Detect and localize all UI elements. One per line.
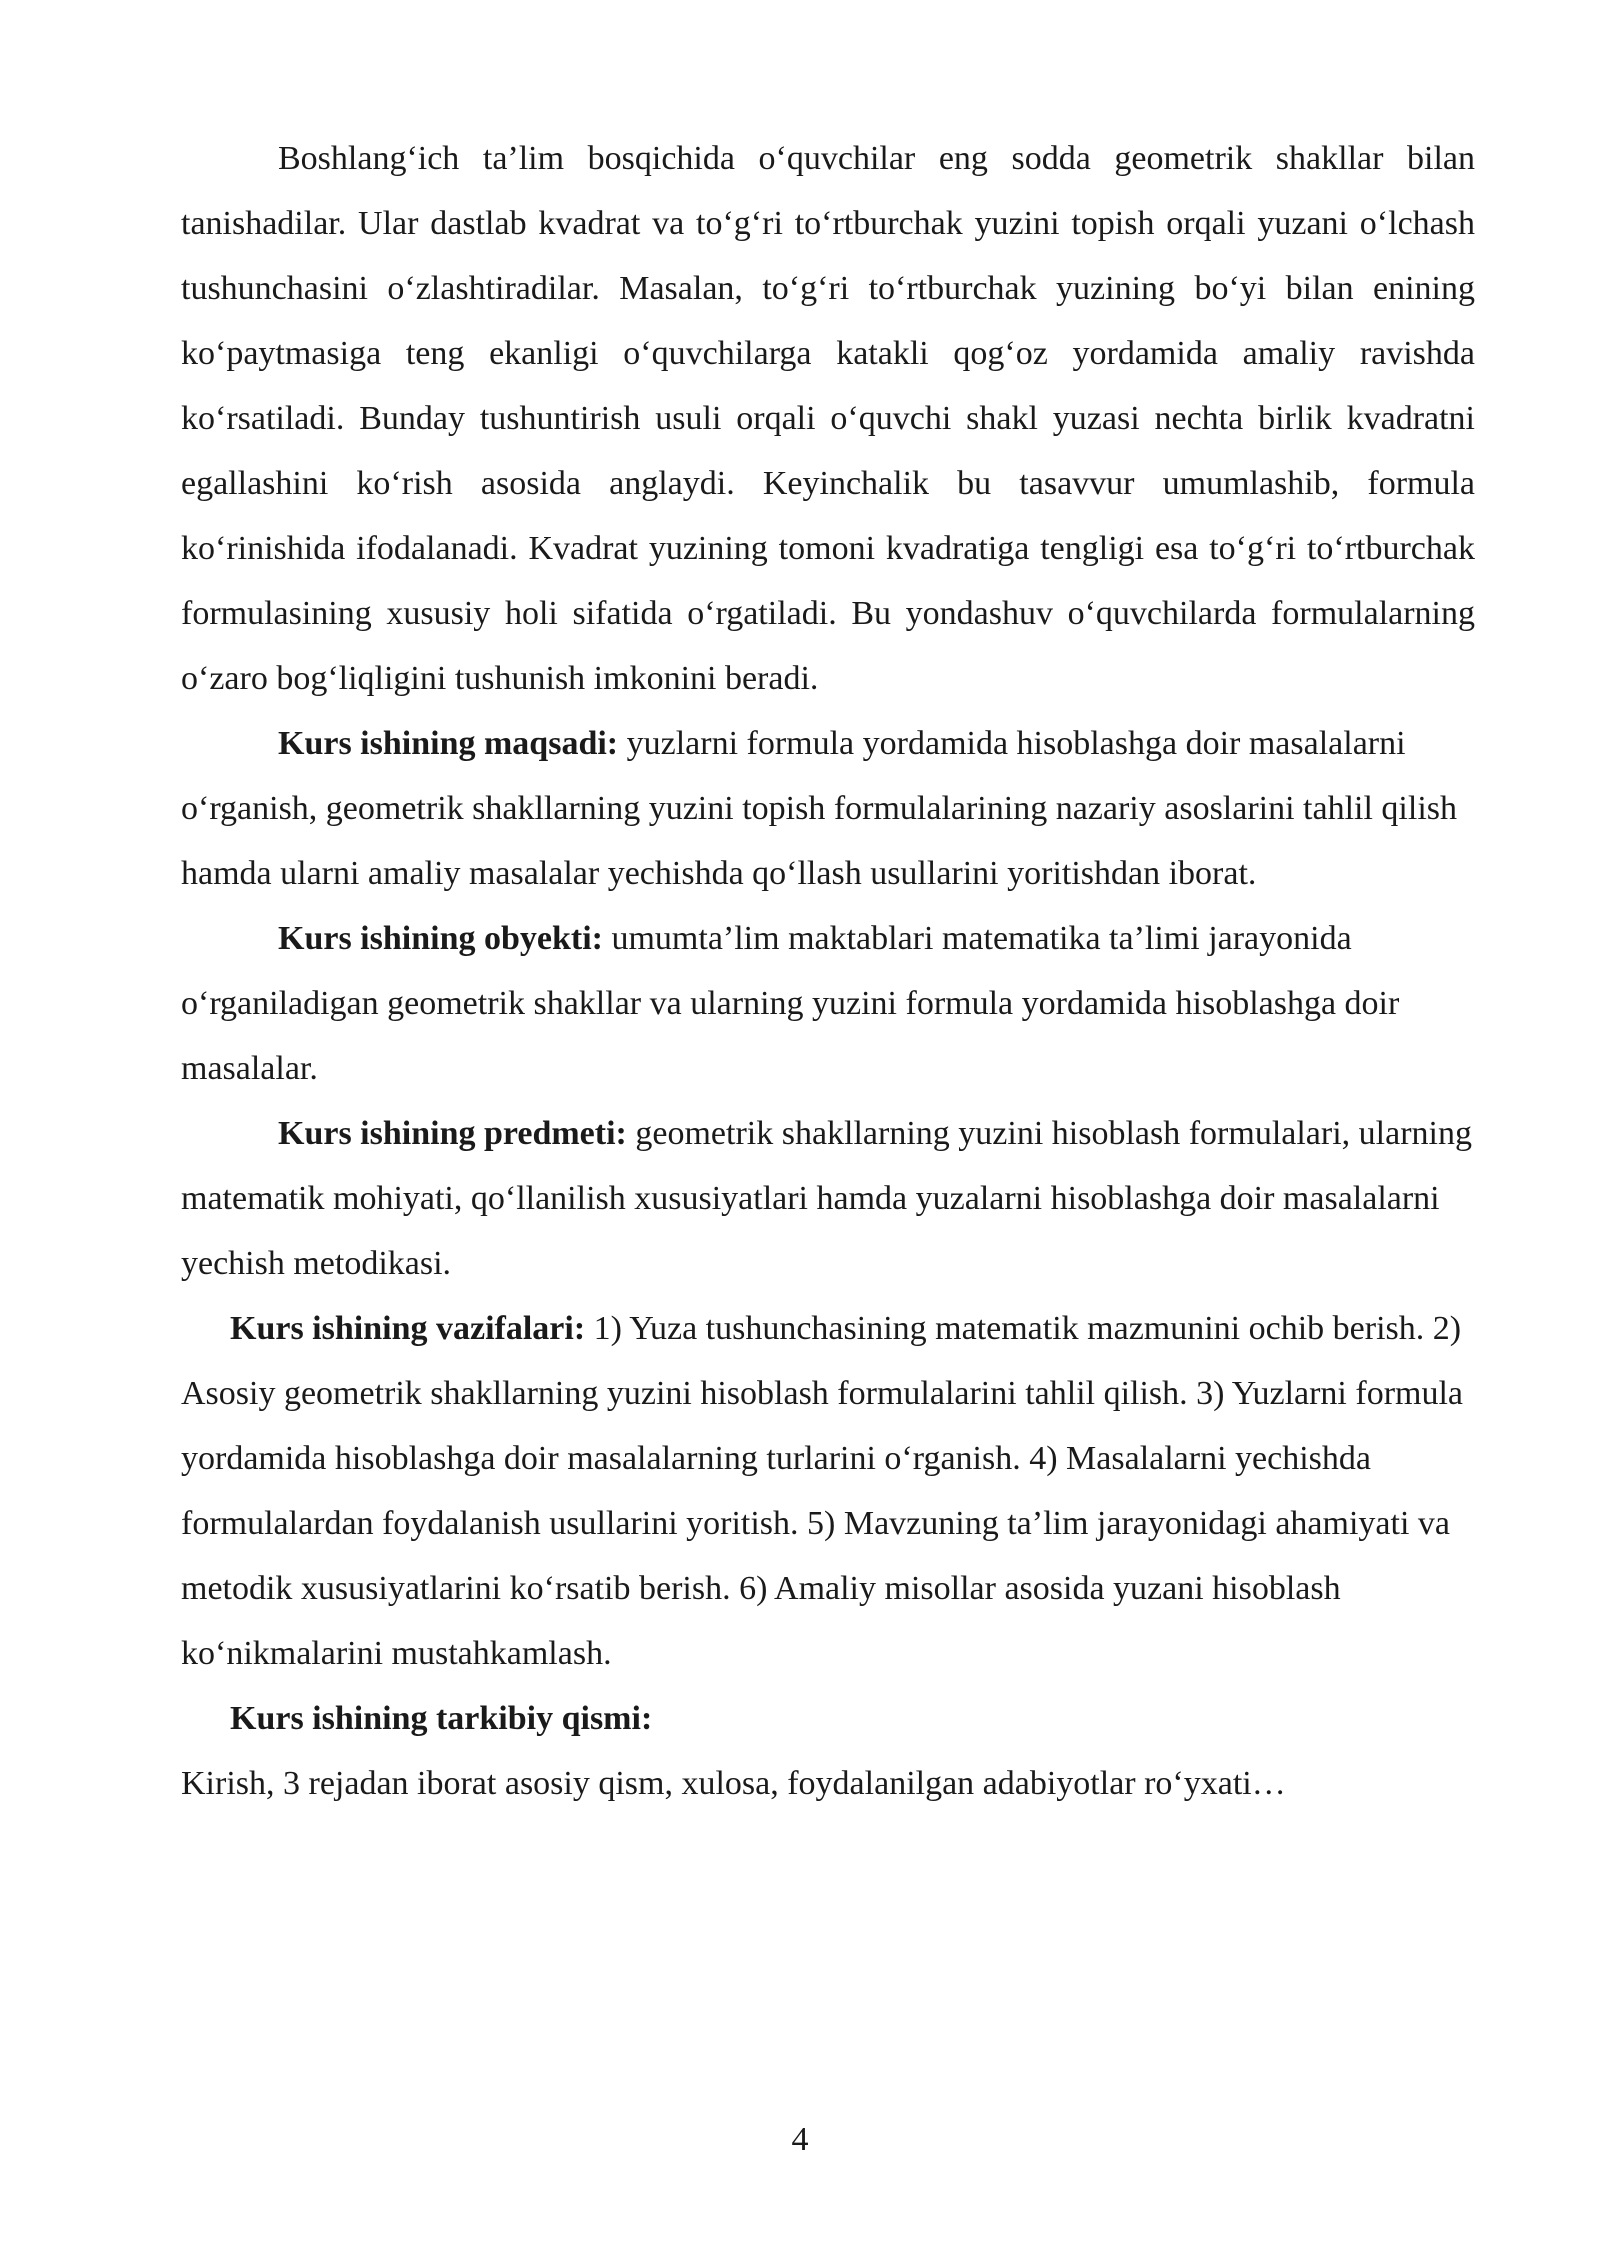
subject-label: Kurs ishining predmeti: [278,1115,627,1152]
goal-text: yuzlarni formula yordamida hisoblashga doir masalalarni o‘rganish, geometrik shakllarning yuzini topish formulalarining nazariy asoslarini tahlil qilish hamda ularni amaliy masalalar yechishda qo‘llash usullarini yoritishdan iborat. [181,725,1457,892]
object-label: Kurs ishining obyekti: [278,920,603,957]
tasks-label: Kurs ishining vazifalari: [230,1310,586,1347]
goal-label: Kurs ishining maqsadi: [278,725,619,762]
subject-text: geometrik shakllarning yuzini hisoblash formulalari, ularning matematik mohiyati, qo‘llanilish xususiyatlari hamda yuzalarni hisoblashga doir masalalarni yechish metodikasi. [181,1115,1472,1282]
tasks-text: 1) Yuza tushunchasining matematik mazmunini ochib berish. 2) Asosiy geometrik shakllarning yuzini hisoblash formulalarini tahlil qilish. 3) Yuzlarni formula yordamida hisoblashga doir masalalarning turlarini o‘rganish. 4) Masalalarni yechishda formulalardan foydalanish usullarini yoritish. 5) Mavzuning ta’lim jarayonidagi ahamiyati va metodik xususiyatlarini ko‘rsatib berish. 6) Amaliy misollar asosida yuzani hisoblash ko‘nikmalarini mustahkamlash. [181,1310,1464,1672]
document-body [181,126,1475,1816]
object-paragraph [181,906,1475,1101]
structure-heading: Kurs ishining tarkibiy qismi: [230,1700,653,1737]
structure-text: Kirish, 3 rejadan iborat asosiy qism, xulosa, foydalanilgan adabiyotlar ro‘yxati… [181,1765,1286,1802]
subject-paragraph [181,1101,1475,1296]
object-text: umumta’lim maktablari matematika ta’limi jarayonida o‘rganiladigan geometrik shakllar va ularning yuzini formula yordamida hisoblashga doir masalalar. [181,920,1400,1087]
intro-paragraph: Boshlang‘ich ta’lim bosqichida o‘quvchilar eng sodda geometrik shakllar bilan tanishadilar. Ular dastlab kvadrat va to‘g‘ri to‘rtburchak yuzini topish orqali yuzani o‘lchash tushunchasini o‘zlashtiradilar. Masalan, to‘g‘ri to‘rtburchak yuzining bo‘yi bilan enining ko‘paytmasiga teng ekanligi o‘quvchilarga katakli qog‘oz yordamida amaliy ravishda ko‘rsatiladi. Bunday tushuntirish usuli orqali o‘quvchi shakl yuzasi nechta birlik kvadratni egallashini ko‘rish asosida anglaydi. Keyinchalik bu tasavvur umumlashib, formula ko‘rinishida ifodalanadi. Kvadrat yuzining tomoni kvadratiga tengligi esa to‘g‘ri to‘rtburchak formulasining xususiy holi sifatida o‘rgatiladi. Bu yondashuv o‘quvchilarda formulalarning o‘zaro bog‘liqligini tushunish imkonini beradi. [181,140,1475,697]
tasks-paragraph [181,1296,1475,1686]
goal-paragraph [181,711,1475,906]
page-number: 4 [791,2121,809,2158]
